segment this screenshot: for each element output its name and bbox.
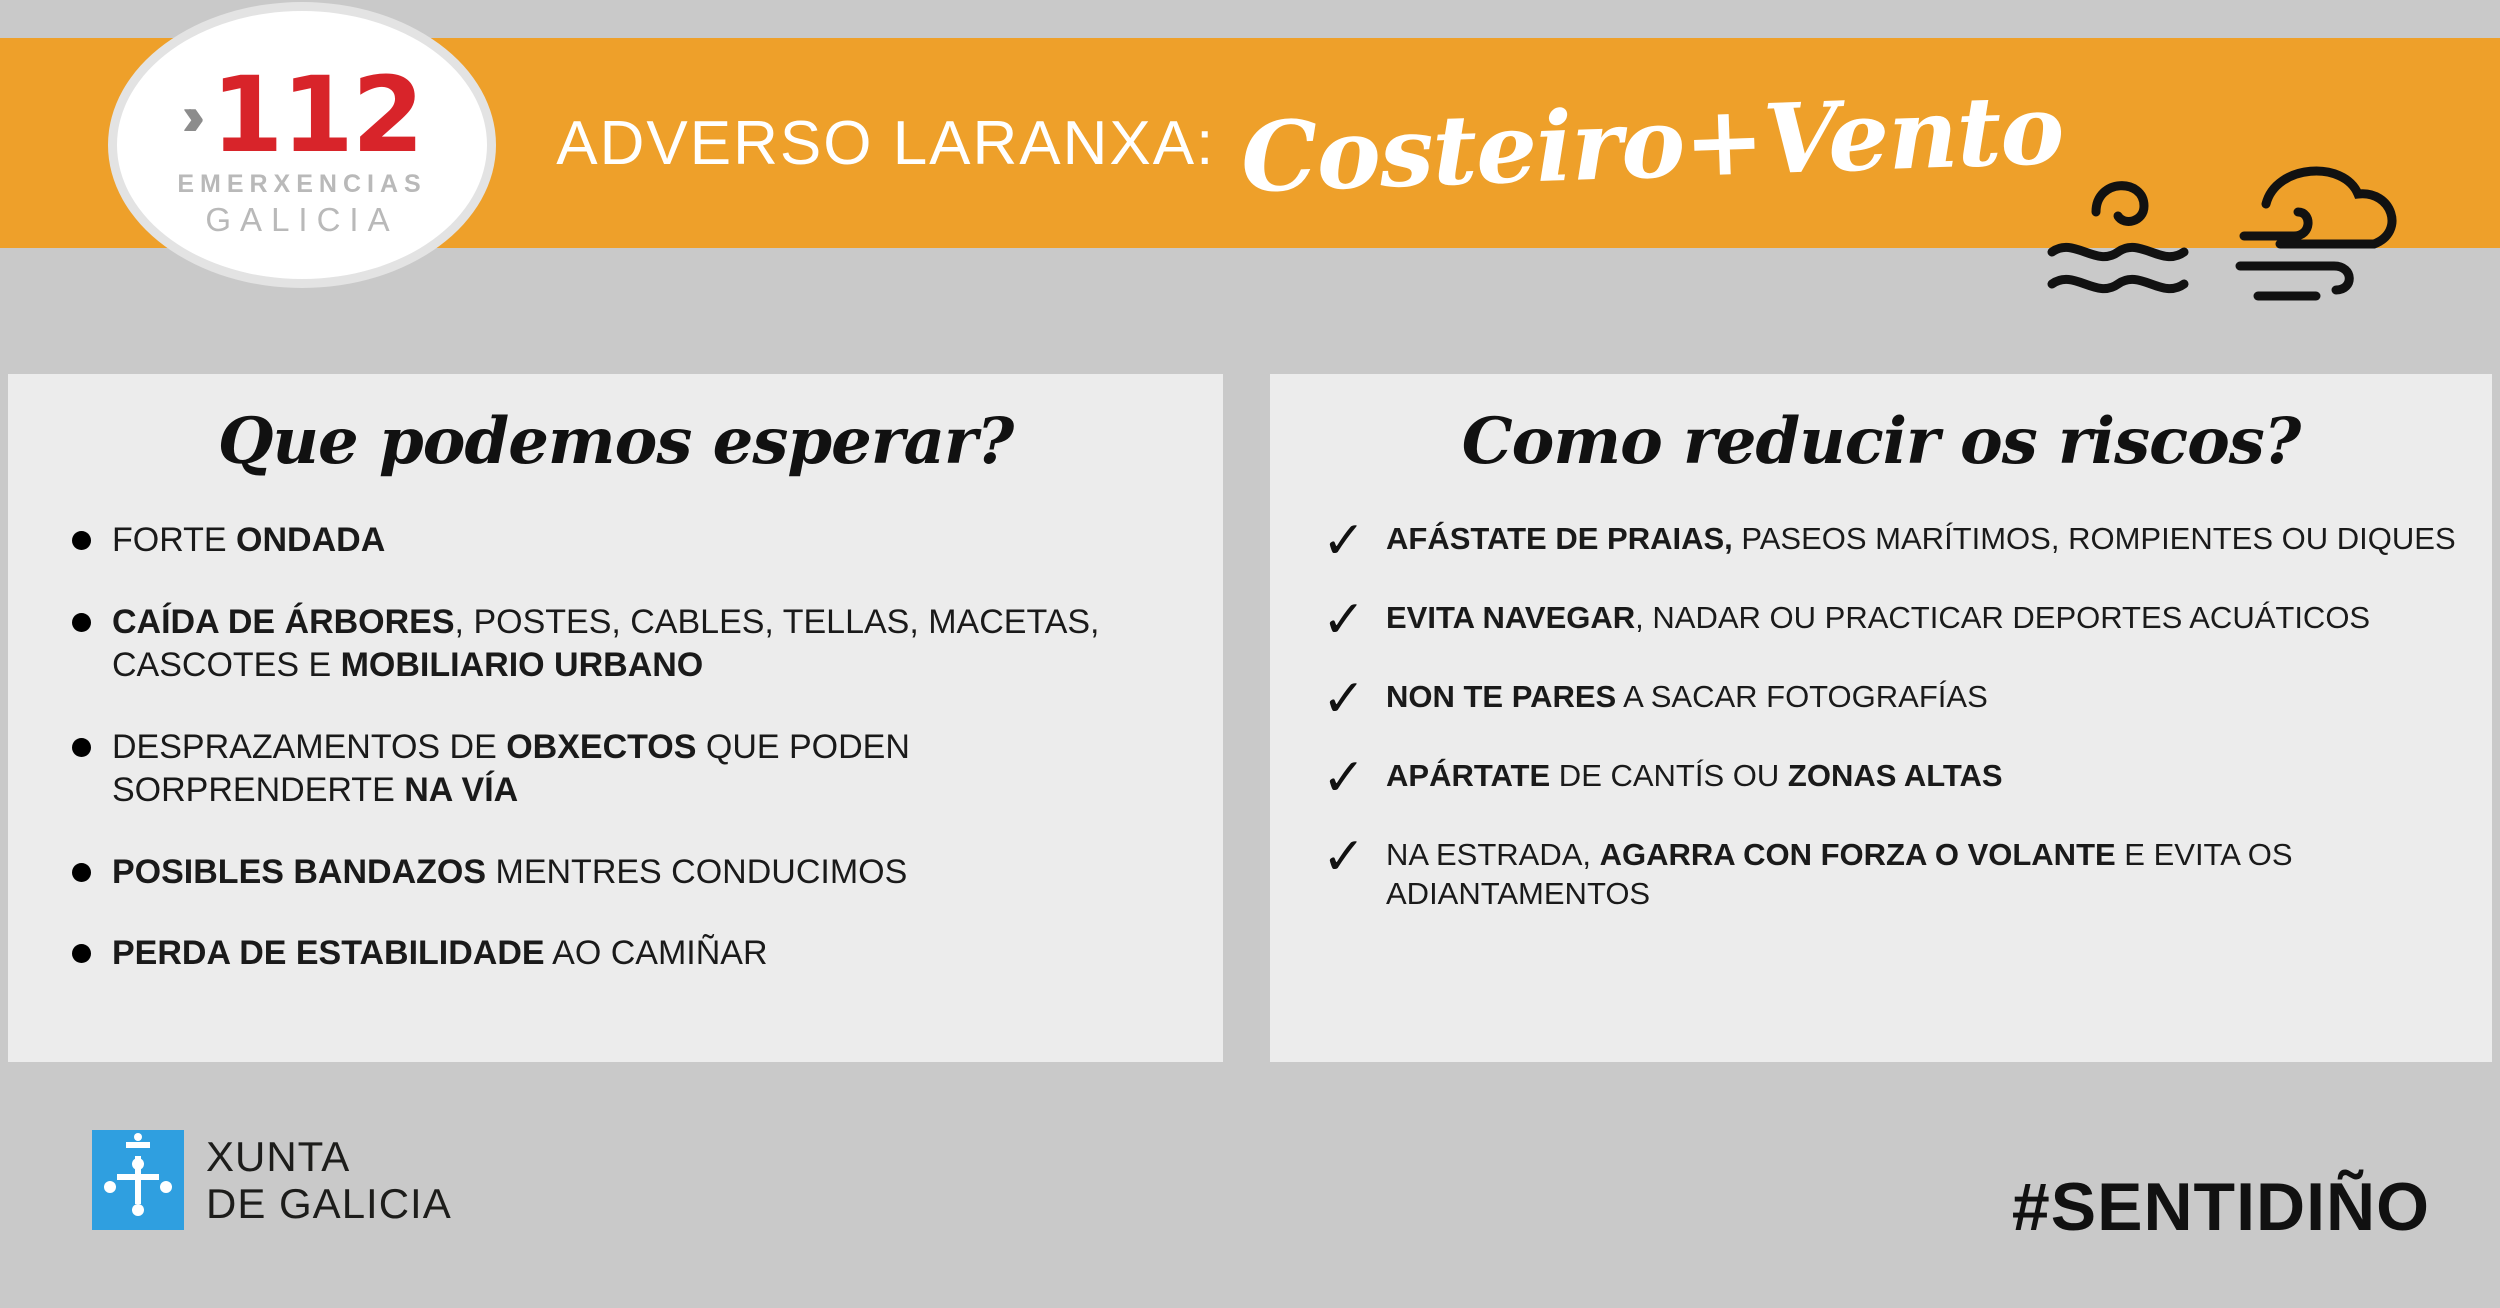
- bullet-dot-icon: [72, 738, 91, 757]
- wind-cloud-icon: [2240, 171, 2392, 296]
- panel-risk-reduction-title: Como reducir os riscos?: [1461, 404, 2301, 479]
- check-mark-icon: ✓: [1322, 591, 1366, 650]
- xunta-wordmark: [206, 1133, 452, 1227]
- bullet-dot-icon: [72, 613, 91, 632]
- check-mark-icon: ✓: [1322, 828, 1366, 887]
- panel-risk-reduction: [1270, 374, 2492, 1062]
- list-item: [1316, 749, 2462, 808]
- chevron-right-icon: ››: [181, 83, 192, 147]
- expectations-list: [8, 519, 1223, 976]
- list-item: [1316, 670, 2462, 729]
- xunta-de-galicia-logo: [92, 1130, 452, 1230]
- wave-icon: [2052, 186, 2184, 289]
- logo-subtitle-galicia: GALICIA: [205, 201, 399, 239]
- list-item-text: DESPRAZAMENTOS DE OBXECTOS QUE PODEN SORPRENDERTE NA VÍA: [112, 727, 910, 810]
- list-item-text: POSIBLES BANDAZOS MENTRES CONDUCIMOS: [112, 852, 908, 891]
- list-item: [1316, 591, 2462, 650]
- logo-main-row: [181, 53, 423, 176]
- list-item: [1316, 828, 2462, 913]
- list-item: [64, 851, 1183, 895]
- list-item-text: EVITA NAVEGAR, NADAR OU PRACTICAR DEPORTES ACUÁTICOS: [1386, 600, 2371, 636]
- check-mark-icon: ✓: [1322, 749, 1366, 808]
- risk-reduction-list: [1270, 512, 2492, 913]
- list-item-text: FORTE ONDADA: [112, 521, 386, 559]
- xunta-shield-icon: [92, 1130, 184, 1230]
- list-item: [64, 601, 1183, 688]
- logo-112: [108, 2, 496, 288]
- list-item: [64, 519, 1183, 563]
- list-item: [64, 726, 1183, 813]
- xunta-line-1: XUNTA: [206, 1132, 351, 1180]
- panel-expectations-title: Que podemos esperar?: [217, 404, 1014, 479]
- hashtag-sentidino: #SENTIDIÑO: [2011, 1169, 2430, 1245]
- check-mark-icon: ✓: [1322, 512, 1366, 570]
- logo-subtitle-emerxencias: EMERXENCIAS: [177, 170, 427, 199]
- list-item-text: AFÁSTATE DE PRAIAS, PASEOS MARÍTIMOS, ROMPIENTES OU DIQUES: [1386, 521, 2456, 556]
- check-mark-icon: ✓: [1322, 670, 1366, 729]
- logo-number: 112: [211, 53, 423, 176]
- list-item: [1316, 512, 2462, 570]
- list-item-text: CAÍDA DE ÁRBORES, POSTES, CABLES, TELLAS, MACETAS, CASCOTES E MOBILIARIO URBANO: [112, 602, 1100, 685]
- xunta-line-2: DE GALICIA: [206, 1180, 452, 1227]
- list-item-text: APÁRTATE DE CANTÍS OU ZONAS ALTAS: [1386, 758, 2003, 794]
- bullet-dot-icon: [72, 531, 91, 550]
- bullet-dot-icon: [72, 944, 91, 963]
- list-item-text: NA ESTRADA, AGARRA CON FORZA O VOLANTE E EVITA OS ADIANTAMENTOS: [1386, 837, 2293, 912]
- panel-expectations: [8, 374, 1223, 1062]
- list-item-text: PERDA DE ESTABILIDADE AO CAMIÑAR: [112, 934, 768, 973]
- list-item-text: NON TE PARES A SACAR FOTOGRAFÍAS: [1386, 679, 1988, 715]
- bullet-dot-icon: [72, 863, 91, 882]
- weather-icon-group: [2044, 140, 2464, 320]
- header-title-plain: ADVERSO LARANXA:: [556, 108, 1216, 178]
- list-item: [64, 932, 1183, 976]
- header-title-script: Costeiro+Vento: [1239, 72, 2066, 214]
